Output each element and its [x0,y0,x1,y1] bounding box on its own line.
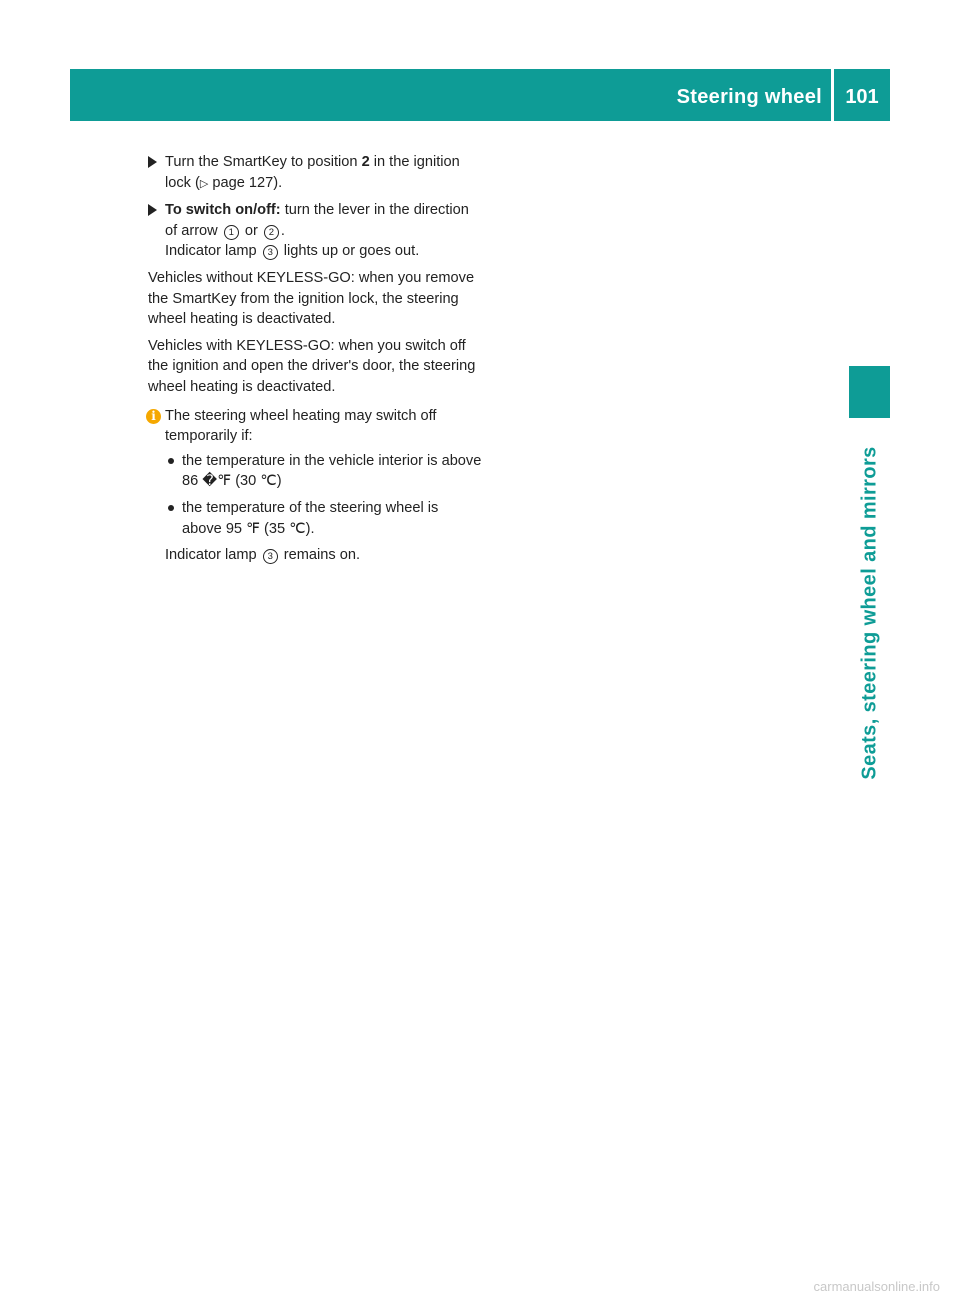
bullet-dot [168,505,174,511]
final-text-b: remains on. [279,547,361,564]
header-divider [831,69,834,121]
step2-line2-b: lights up or goes out. [279,243,420,260]
step2-heading: To switch on/off: [165,202,281,219]
step1-position: 2 [361,154,370,170]
callout-3-icon: 3 [263,549,278,564]
step2-text-or: or [240,222,262,239]
info-note [148,406,482,447]
final-text-a: Indicator lamp [165,547,261,564]
step-arrow-icon [148,156,157,168]
section-title: Steering wheel [676,86,822,108]
step2-text-b: . [280,222,285,239]
step1-text-a: Turn the SmartKey to position [165,154,362,170]
callout-3-icon: 3 [263,245,278,260]
page-reference-link[interactable]: page 127). [212,174,283,191]
info-icon: i [146,409,161,424]
watermark: carmanualsonline.info [813,1279,940,1294]
callout-1-icon: 1 [224,225,239,240]
triangle-right-icon: ▷ [199,177,209,190]
page-number: 101 [845,86,879,108]
chapter-tab-marker [849,366,890,418]
paragraph-without-keyless-go: Vehicles without KEYLESS-GO: when you remove the SmartKey from the ignition lock, the steering wheel heating is deactivated. [148,269,475,328]
bullet-text: the temperature of the steering wheel is above 95 ℉ (35 ℃). [182,499,439,537]
bullet-text: the temperature in the vehicle interior is above 86 �℉ (30 ℃) [182,452,482,490]
note-intro: The steering wheel heating may switch off temporarily if: [165,407,437,445]
callout-2-icon: 2 [264,225,279,240]
main-content [148,152,482,566]
bullet-dot [168,458,174,464]
step2-text-a: turn the lever in the direction of arrow [165,202,469,239]
paragraph-with-keyless-go: Vehicles with KEYLESS-GO: when you switch off the ignition and open the driver's door, the steering wheel heating is deactivated. [148,337,476,395]
chapter-label-text: Seats, steering wheel and mirrors [858,445,881,780]
note-bullet-1 [148,451,482,492]
instruction-step-1 [148,152,482,194]
step2-line2-a: Indicator lamp [165,243,261,260]
step-arrow-icon [148,204,157,216]
step1-text-b: in the ignition lock ( [165,154,460,191]
note-bullet-2 [148,498,482,539]
chapter-side-label [857,420,883,805]
instruction-step-2 [148,200,482,262]
note-final-line [148,545,482,566]
